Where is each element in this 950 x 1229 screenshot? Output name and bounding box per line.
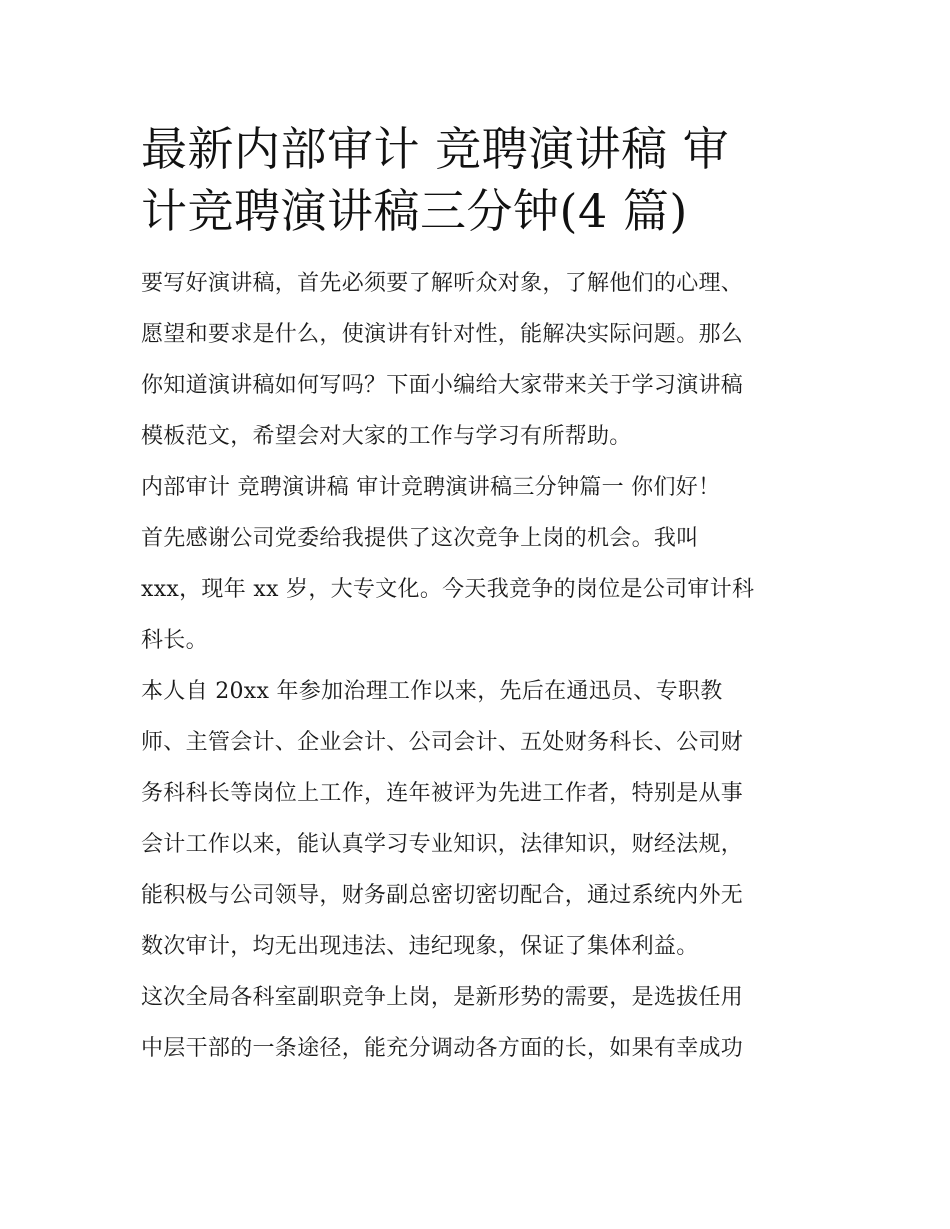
body-line: 数次审计，均无出现违法、违纪现象，保证了集体利益。 bbox=[141, 934, 699, 959]
body-line: xxx，现年 xx 岁，大专文化。今天我竞争的岗位是公司审计科 bbox=[141, 577, 755, 602]
body-line: 会计工作以来，能认真学习专业知识，法律知识，财经法规， bbox=[141, 832, 744, 857]
document-title bbox=[141, 118, 813, 242]
body-line: 本人自 20xx 年参加治理工作以来，先后在通迅员、专职教 bbox=[141, 679, 723, 704]
body-line: 能积极与公司领导，财务副总密切密切配合，通过系统内外无 bbox=[141, 883, 744, 908]
body-line: 要写好演讲稿，首先必须要了解听众对象，了解他们的心理、 bbox=[141, 271, 744, 296]
body-line: 务科科长等岗位上工作，连年被评为先进工作者，特别是从事 bbox=[141, 781, 744, 806]
body-line: 模板范文，希望会对大家的工作与学习有所帮助。 bbox=[141, 424, 632, 449]
body-line: 愿望和要求是什么，使演讲有针对性，能解决实际问题。那么 bbox=[141, 322, 744, 347]
body-line: 内部审计 竞聘演讲稿 审计竞聘演讲稿三分钟篇一 你们好！ bbox=[141, 475, 721, 500]
body-line: 首先感谢公司党委给我提供了这次竞争上岗的机会。我叫 bbox=[141, 526, 699, 551]
body-line: 你知道演讲稿如何写吗？下面小编给大家带来关于学习演讲稿 bbox=[141, 373, 744, 398]
body-line: 这次全局各科室副职竞争上岗，是新形势的需要，是选拔任用 bbox=[141, 985, 744, 1010]
document-page bbox=[141, 118, 813, 1074]
body-line: 科长。 bbox=[141, 628, 208, 653]
body-line: 师、主管会计、企业会计、公司会计、五处财务科长、公司财 bbox=[141, 730, 744, 755]
title-line-1: 最新内部审计 竞聘演讲稿 审 bbox=[141, 122, 730, 176]
body-line: 中层干部的一条途径，能充分调动各方面的长，如果有幸成功 bbox=[141, 1036, 744, 1061]
document-body bbox=[141, 258, 813, 1074]
title-line-2: 计竞聘演讲稿三分钟(4 篇) bbox=[141, 184, 688, 238]
